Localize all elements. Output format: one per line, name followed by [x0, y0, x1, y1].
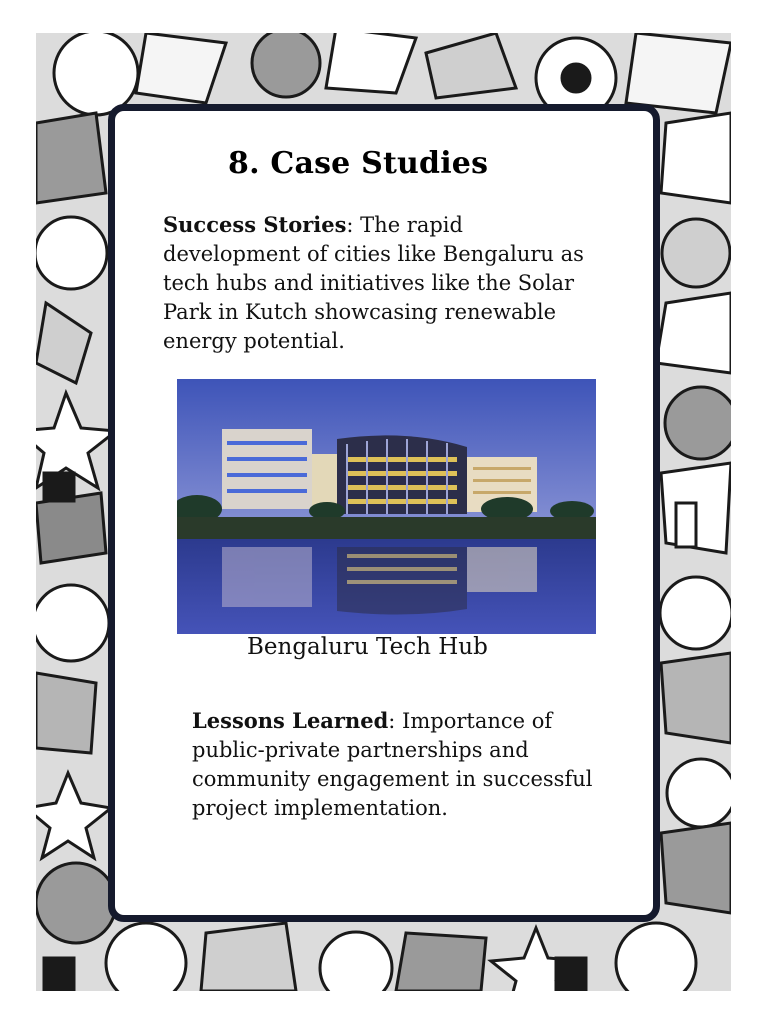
- city-illustration: [177, 379, 596, 634]
- page-title: 8. Case Studies: [228, 146, 489, 181]
- photo-caption: Bengaluru Tech Hub: [247, 634, 488, 660]
- lessons-learned-label: Lessons Learned: [192, 708, 389, 733]
- success-stories-paragraph: [163, 210, 603, 356]
- lessons-learned-text: : Importance of public-private partnerships and community engagement in successful project implementation.: [192, 709, 593, 820]
- lessons-learned-paragraph: [192, 706, 602, 823]
- success-stories-text: : The rapid development of cities like Bengaluru as tech hubs and initiatives like the Solar Park in Kutch showcasing renewable energy potential.: [163, 213, 584, 353]
- success-stories-label: Success Stories: [163, 212, 347, 237]
- bengaluru-photo: [177, 379, 596, 634]
